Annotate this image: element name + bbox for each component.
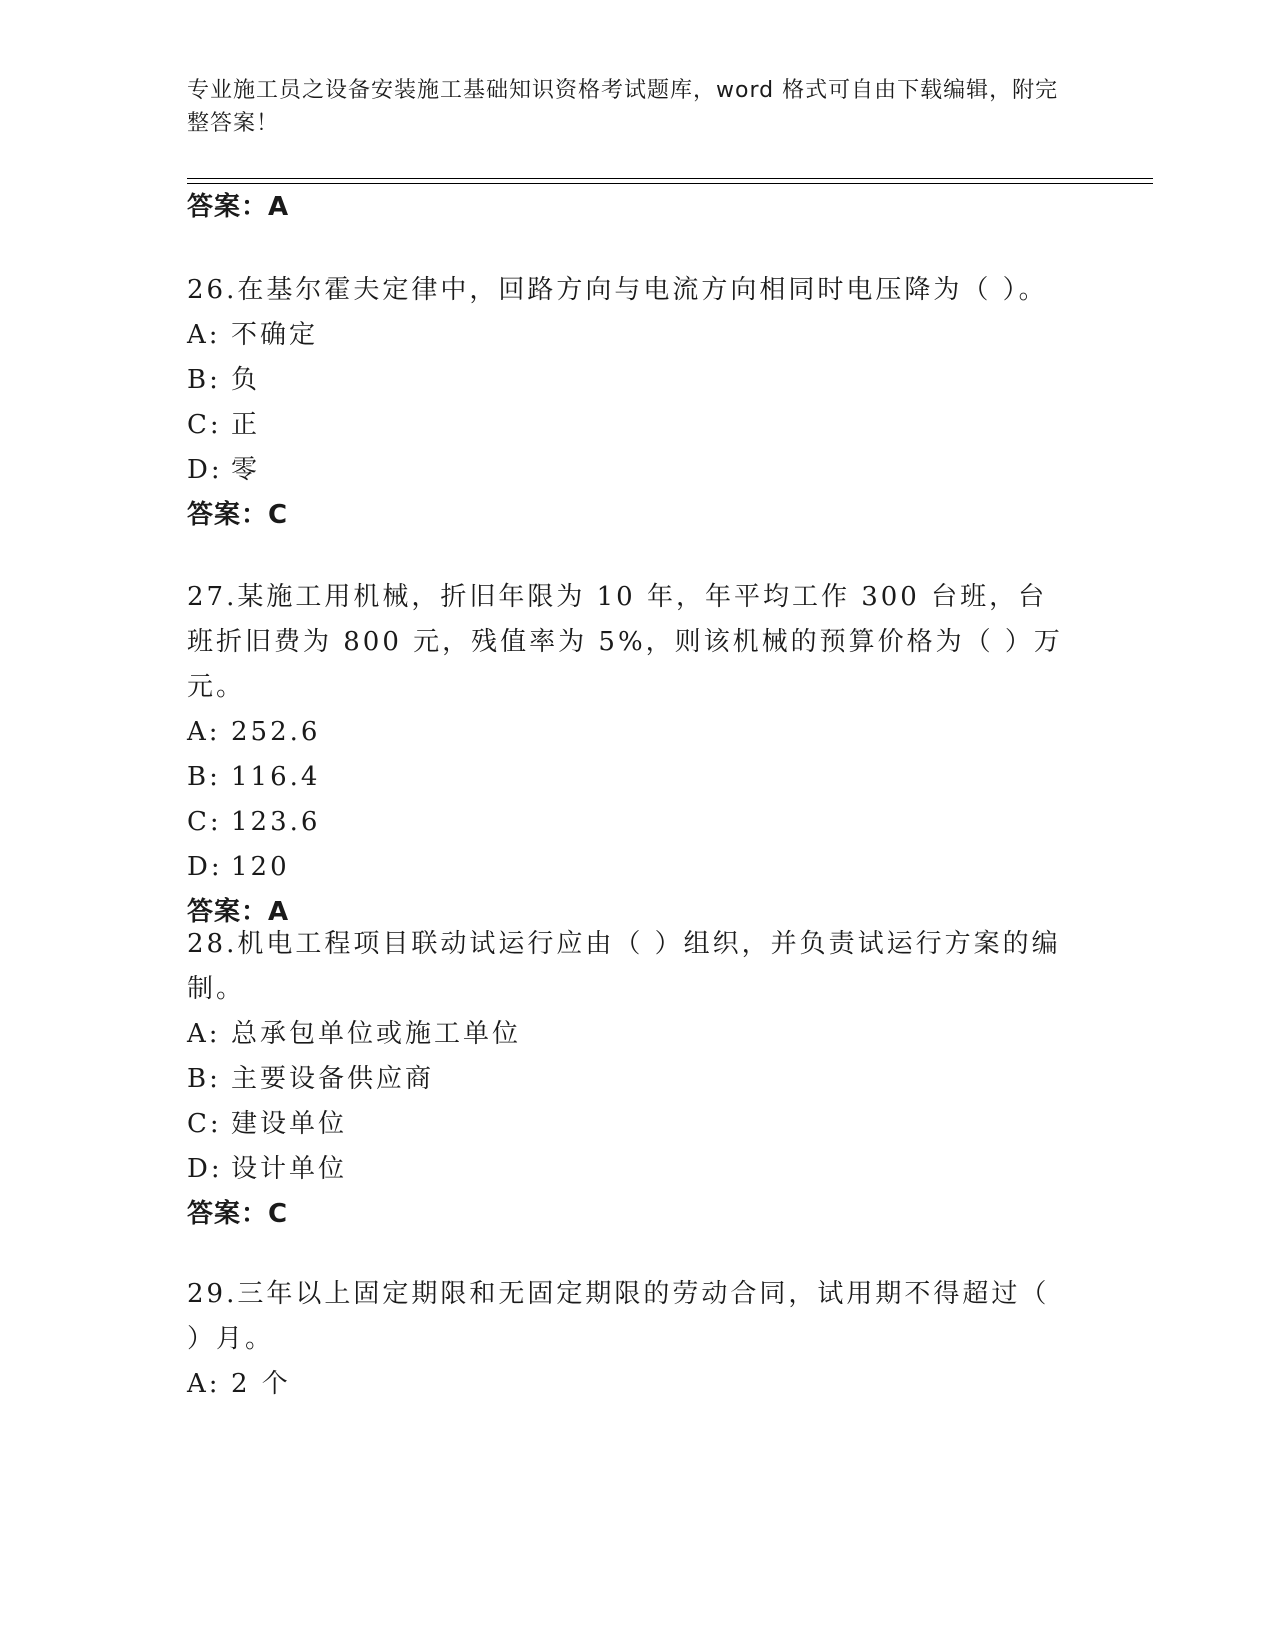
option-a [187, 313, 1067, 358]
option-c [187, 1102, 1067, 1147]
option-a [187, 710, 1067, 755]
option-c [187, 800, 1067, 845]
question-stem: 29.三年以上固定期限和无固定期限的劳动合同，试用期不得超过（ ）月。 [187, 1279, 1050, 1354]
option-text: 123.6 [231, 807, 321, 837]
question-stem: 28.机电工程项目联动试运行应由（ ）组织，并负责试运行方案的编制。 [187, 929, 1061, 1004]
option-text: 2 个 [231, 1369, 291, 1399]
option-key: C: [187, 1109, 222, 1139]
option-key: D: [187, 455, 223, 485]
option-text: 116.4 [231, 762, 321, 792]
option-b [187, 1057, 1067, 1102]
question-26 [187, 268, 1067, 538]
option-text: 建设单位 [231, 1109, 348, 1139]
option-key: C: [187, 807, 222, 837]
question-27 [187, 575, 1067, 935]
option-key: C: [187, 410, 222, 440]
option-key: B: [187, 365, 221, 395]
option-text: 正 [231, 410, 261, 440]
question-stem: 26.在基尔霍夫定律中，回路方向与电流方向相同时电压降为（ ）。 [187, 275, 1048, 305]
option-c [187, 403, 1067, 448]
option-key: A: [187, 320, 221, 350]
option-d [187, 1147, 1067, 1192]
answer-line: 答案：C [187, 1199, 289, 1229]
option-key: D: [187, 1154, 223, 1184]
option-text: 120 [231, 852, 290, 882]
option-key: A: [187, 717, 221, 747]
header-divider-top [187, 178, 1153, 179]
option-text: 总承包单位或施工单位 [231, 1019, 522, 1049]
answer-line-prev: 答案：A [187, 192, 290, 222]
question-29 [187, 1272, 1067, 1407]
option-key: B: [187, 1064, 221, 1094]
option-text: 负 [231, 365, 261, 395]
option-d [187, 448, 1067, 493]
question-stem: 27.某施工用机械，折旧年限为 10 年，年平均工作 300 台班，台班折旧费为 800 元，残值率为 5%，则该机械的预算价格为（ ）万元。 [187, 582, 1063, 702]
option-text: 主要设备供应商 [231, 1064, 435, 1094]
option-key: A: [187, 1369, 221, 1399]
document-header: 专业施工员之设备安装施工基础知识资格考试题库，word 格式可自由下载编辑，附完整答案！ [187, 78, 1059, 136]
question-28 [187, 922, 1067, 1237]
option-a [187, 1362, 1067, 1407]
option-b [187, 755, 1067, 800]
option-key: D: [187, 852, 223, 882]
option-text: 设计单位 [231, 1154, 348, 1184]
option-text: 252.6 [231, 717, 321, 747]
option-b [187, 358, 1067, 403]
option-a [187, 1012, 1067, 1057]
answer-line: 答案：A [187, 897, 290, 927]
option-text: 不确定 [231, 320, 319, 350]
option-text: 零 [231, 455, 261, 485]
option-key: B: [187, 762, 221, 792]
option-d [187, 845, 1067, 890]
answer-line: 答案：C [187, 500, 289, 530]
header-divider-bottom [187, 183, 1153, 184]
option-key: A: [187, 1019, 221, 1049]
